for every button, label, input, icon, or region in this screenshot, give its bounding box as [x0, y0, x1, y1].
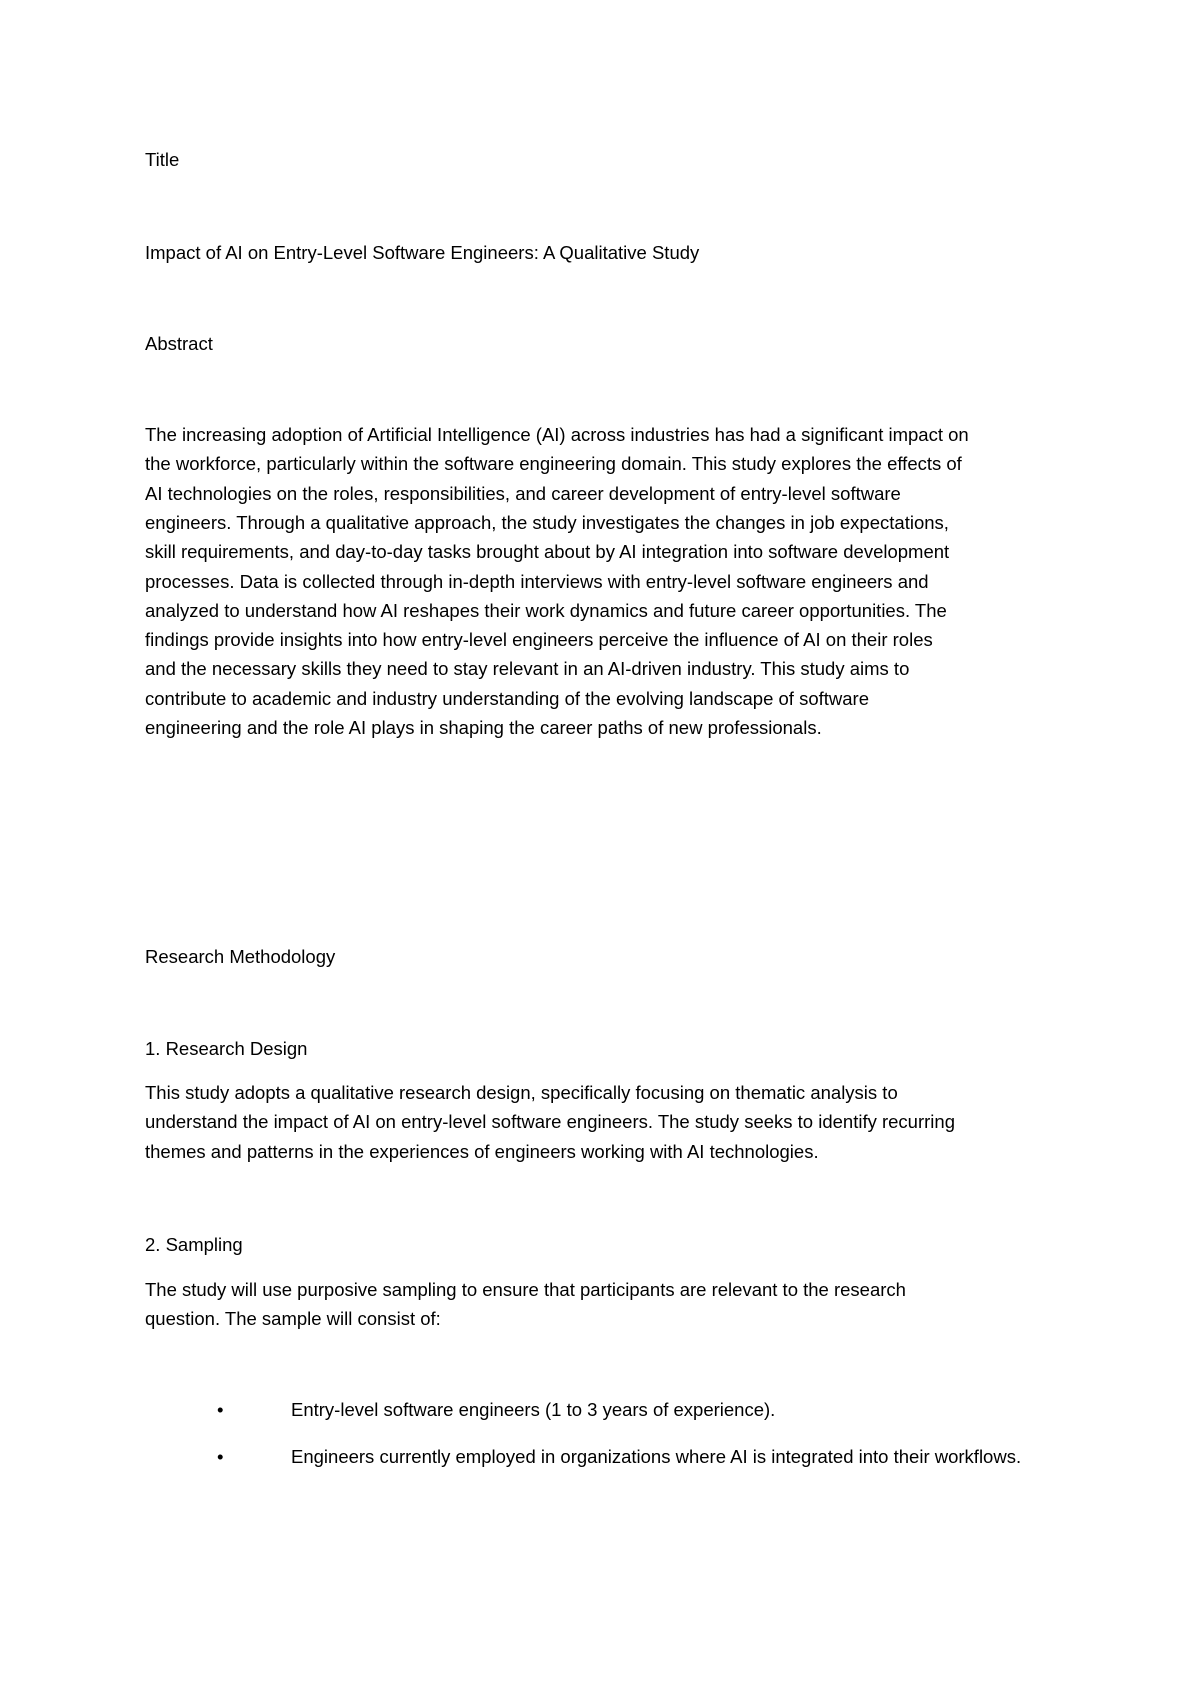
abstract-heading: Abstract: [145, 333, 213, 354]
bullet-icon: •: [217, 1399, 224, 1420]
sampling-heading: 2. Sampling: [145, 1234, 243, 1255]
abstract-line: contribute to academic and industry understanding of the evolving landscape of software: [145, 687, 870, 709]
abstract-line: the workforce, particularly within the software engineering domain. This study explores the effects of: [145, 453, 962, 475]
list-item: [145, 1394, 1075, 1425]
methodology-heading: Research Methodology: [145, 946, 336, 967]
list-item: [145, 1441, 1075, 1472]
abstract-line: The increasing adoption of Artificial Intelligence (AI) across industries has had a significant impact on: [145, 424, 969, 445]
design-line: This study adopts a qualitative research design, specifically focusing on thematic analysis to: [145, 1082, 898, 1103]
abstract-line: analyzed to understand how AI reshapes their work dynamics and future career opportunities. The: [145, 599, 947, 621]
design-heading: 1. Research Design: [145, 1038, 308, 1059]
abstract-line: engineers. Through a qualitative approach, the study investigates the changes in job expectations,: [145, 511, 949, 533]
design-line: understand the impact of AI on entry-level software engineers. The study seeks to identify recurring: [145, 1111, 955, 1133]
abstract-line: skill requirements, and day-to-day tasks brought about by AI integration into software development: [145, 541, 950, 563]
bullet-icon: •: [217, 1446, 224, 1467]
abstract-line: AI technologies on the roles, responsibilities, and career development of entry-level software: [145, 482, 901, 504]
design-line: themes and patterns in the experiences of engineers working with AI technologies.: [145, 1140, 819, 1162]
sampling-line: question. The sample will consist of:: [145, 1308, 441, 1330]
list-item-text: Entry-level software engineers (1 to 3 years of experience).: [291, 1399, 776, 1420]
abstract-line: engineering and the role AI plays in shaping the career paths of new professionals.: [145, 717, 822, 738]
document-title: Impact of AI on Entry-Level Software Engineers: A Qualitative Study: [145, 242, 700, 263]
abstract-line: findings provide insights into how entry-level engineers perceive the influence of AI on their roles: [145, 629, 933, 651]
abstract-line: processes. Data is collected through in-depth interviews with entry-level software engineers and: [145, 570, 929, 592]
title-label: Title: [145, 149, 180, 170]
list-item-text: Engineers currently employed in organizations where AI is integrated into their workflows.: [291, 1446, 1022, 1467]
sampling-line: The study will use purposive sampling to ensure that participants are relevant to the research: [145, 1279, 906, 1300]
abstract-line: and the necessary skills they need to stay relevant in an AI-driven industry. This study aims to: [145, 658, 910, 680]
